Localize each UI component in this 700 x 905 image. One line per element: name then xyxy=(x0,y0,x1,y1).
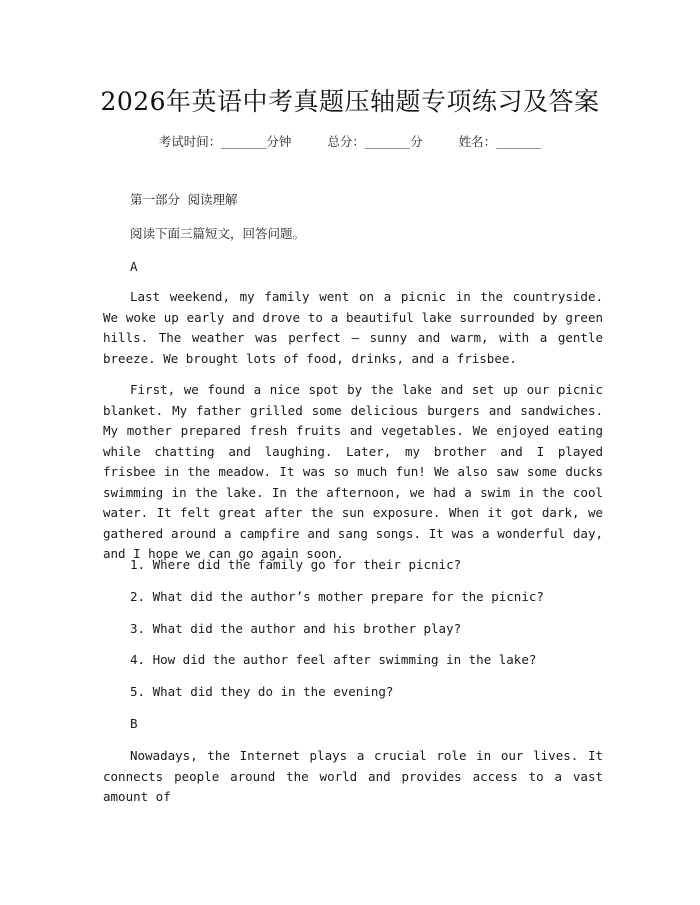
question-3: 3. What did the author and his brother play? xyxy=(130,621,462,636)
exam-time-field: 考试时间：______分钟 xyxy=(158,134,292,149)
document-title: 2026年英语中考真题压轴题专项练习及答案 xyxy=(100,87,600,116)
total-score-field: 总分：______分 xyxy=(327,134,423,149)
passage-b-paragraph-1: Nowadays, the Internet plays a crucial role in our lives. It connects people around the world and provides access to a vast amount of xyxy=(103,748,603,804)
section-title: 第一部分 阅读理解 xyxy=(130,192,238,207)
passage-a-label: A xyxy=(130,259,138,274)
question-2: 2. What did the author’s mother prepare for the picnic? xyxy=(130,589,544,604)
instruction-text: 阅读下面三篇短文，回答问题。 xyxy=(130,226,306,241)
question-5: 5. What did they do in the evening? xyxy=(130,684,394,699)
exam-meta xyxy=(0,132,700,150)
passage-b-label: B xyxy=(130,716,138,731)
student-name-field: 姓名：______ xyxy=(458,134,542,149)
question-4: 4. How did the author feel after swimming in the lake? xyxy=(130,652,537,667)
question-1: 1. Where did the family go for their picnic? xyxy=(130,557,462,572)
passage-a-paragraph-1: Last weekend, my family went on a picnic in the countryside. We woke up early and drove to a beautiful lake surrounded by green hills. The weather was perfect – sunny and warm, with a gentle breeze. We brought lots of food, drinks, and a frisbee. xyxy=(103,289,603,366)
passage-a-paragraph-2: First, we found a nice spot by the lake and set up our picnic blanket. My father grilled some delicious burgers and sandwiches. My mother prepared fresh fruits and vegetables. We enjoyed eating while chatting and laughing. Later, my brother and I played frisbee in the meadow. It was so much fun! We also saw some ducks swimming in the lake. In the afternoon, we had a swim in the cool water. It felt great after the sun exposure. When it got dark, we gathered around a campfire and sang songs. It was a wonderful day, and I hope we can go again soon. xyxy=(103,382,603,561)
